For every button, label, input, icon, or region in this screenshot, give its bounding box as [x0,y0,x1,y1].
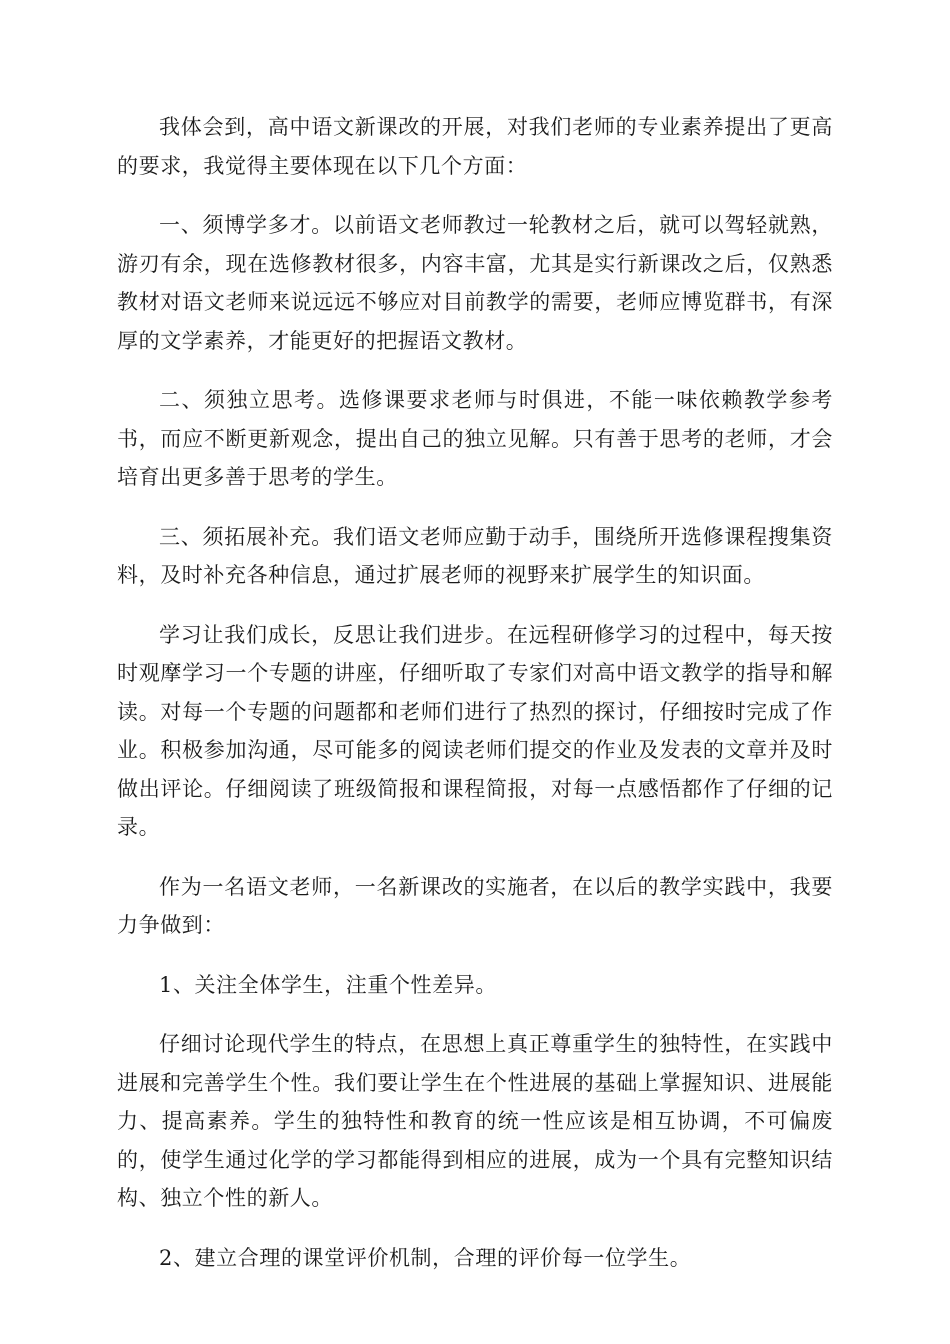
paragraph-goal-1-heading: 1、关注全体学生，注重个性差异。 [159,972,497,997]
paragraph-reflection: 学习让我们成长，反思让我们进步。在远程研修学习的过程中，每天按时观摩学习一个专题的讲座，仔细听取了专家们对高中语文教学的指导和解读。对每一个专题的问题都和老师们进行了热烈的探讨，仔细按时完成了作业。积极参加沟通，尽可能多的阅读老师们提交的作业及发表的文章并及时做出评论。仔细阅读了班级简报和课程简报，对每一点感悟都作了仔细的记录。 [117,622,833,839]
paragraph-goal-1-body: 仔细讨论现代学生的特点，在思想上真正尊重学生的独特性，在实践中进展和完善学生个性。我们要让学生在个性进展的基础上掌握知识、进展能力、提高素养。学生的独特性和教育的统一性应该是相互协调，不可偏废的，使学生通过化学的学习都能得到相应的进展，成为一个具有完整知识结构、独立个性的新人。 [117,1032,833,1210]
paragraph-goals-intro: 作为一名语文老师，一名新课改的实施者，在以后的教学实践中，我要力争做到： [117,874,833,937]
paragraph-intro: 我体会到，高中语文新课改的开展，对我们老师的专业素养提出了更高的要求，我觉得主要体现在以下几个方面： [117,115,833,178]
paragraph-point-1: 一、须博学多才。以前语文老师教过一轮教材之后，就可以驾轻就熟，游刃有余，现在选修教材很多，内容丰富，尤其是实行新课改之后，仅熟悉教材对语文老师来说远远不够应对目前教学的需要，老师应博览群书，有深厚的文学素养，才能更好的把握语文教材。 [117,213,833,353]
paragraph-point-3: 三、须拓展补充。我们语文老师应勤于动手，围绕所开选修课程搜集资料，及时补充各种信息，通过扩展老师的视野来扩展学生的知识面。 [117,524,833,587]
document-body [117,108,833,1298]
paragraph-point-2: 二、须独立思考。选修课要求老师与时俱进，不能一味依赖教学参考书，而应不断更新观念，提出自己的独立见解。只有善于思考的老师，才会培育出更多善于思考的学生。 [117,388,833,489]
paragraph-goal-2-heading: 2、建立合理的课堂评价机制，合理的评价每一位学生。 [159,1245,692,1270]
